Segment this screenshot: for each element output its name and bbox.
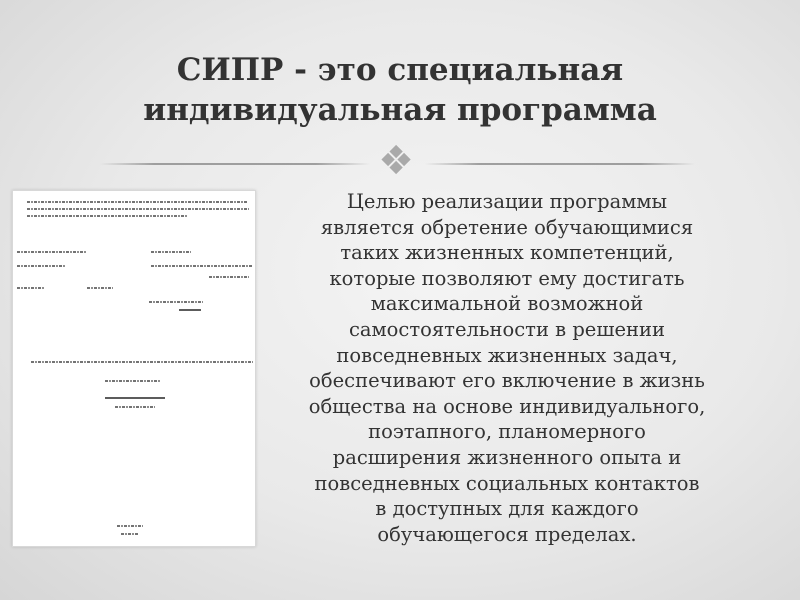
body-line: максимальной возможной <box>370 292 644 316</box>
body-line: таких жизненных компетенций, <box>340 241 674 265</box>
body-line: которые позволяют ему достигать <box>329 266 685 290</box>
body-line: самостоятельности в решении <box>348 317 666 341</box>
ornament-icon: ❖ <box>378 138 414 184</box>
body-line: в доступных для каждого <box>375 497 639 521</box>
body-line: обучающегося пределах. <box>377 522 637 546</box>
body-line: расширения жизненного опыта и <box>332 445 682 469</box>
body-line: поэтапного, планомерного <box>368 420 646 444</box>
divider-left <box>100 163 370 165</box>
body-line: повседневных социальных контактов <box>314 471 700 495</box>
body-line: повседневных жизненных задач, <box>336 343 678 367</box>
title-line: СИПР - это специальная <box>176 52 624 88</box>
body-line: Целью реализации программы <box>346 190 668 213</box>
body-line: общества на основе индивидуального, <box>308 394 706 418</box>
body-line: обеспечивают его включение в жизнь <box>309 369 705 393</box>
slide-title <box>60 50 740 130</box>
body-line: является обретение обучающимися <box>320 215 694 239</box>
title-line: индивидуальная программа <box>143 92 657 128</box>
divider-right <box>425 163 695 165</box>
body-paragraph <box>262 189 752 547</box>
document-page-icon <box>12 190 256 547</box>
